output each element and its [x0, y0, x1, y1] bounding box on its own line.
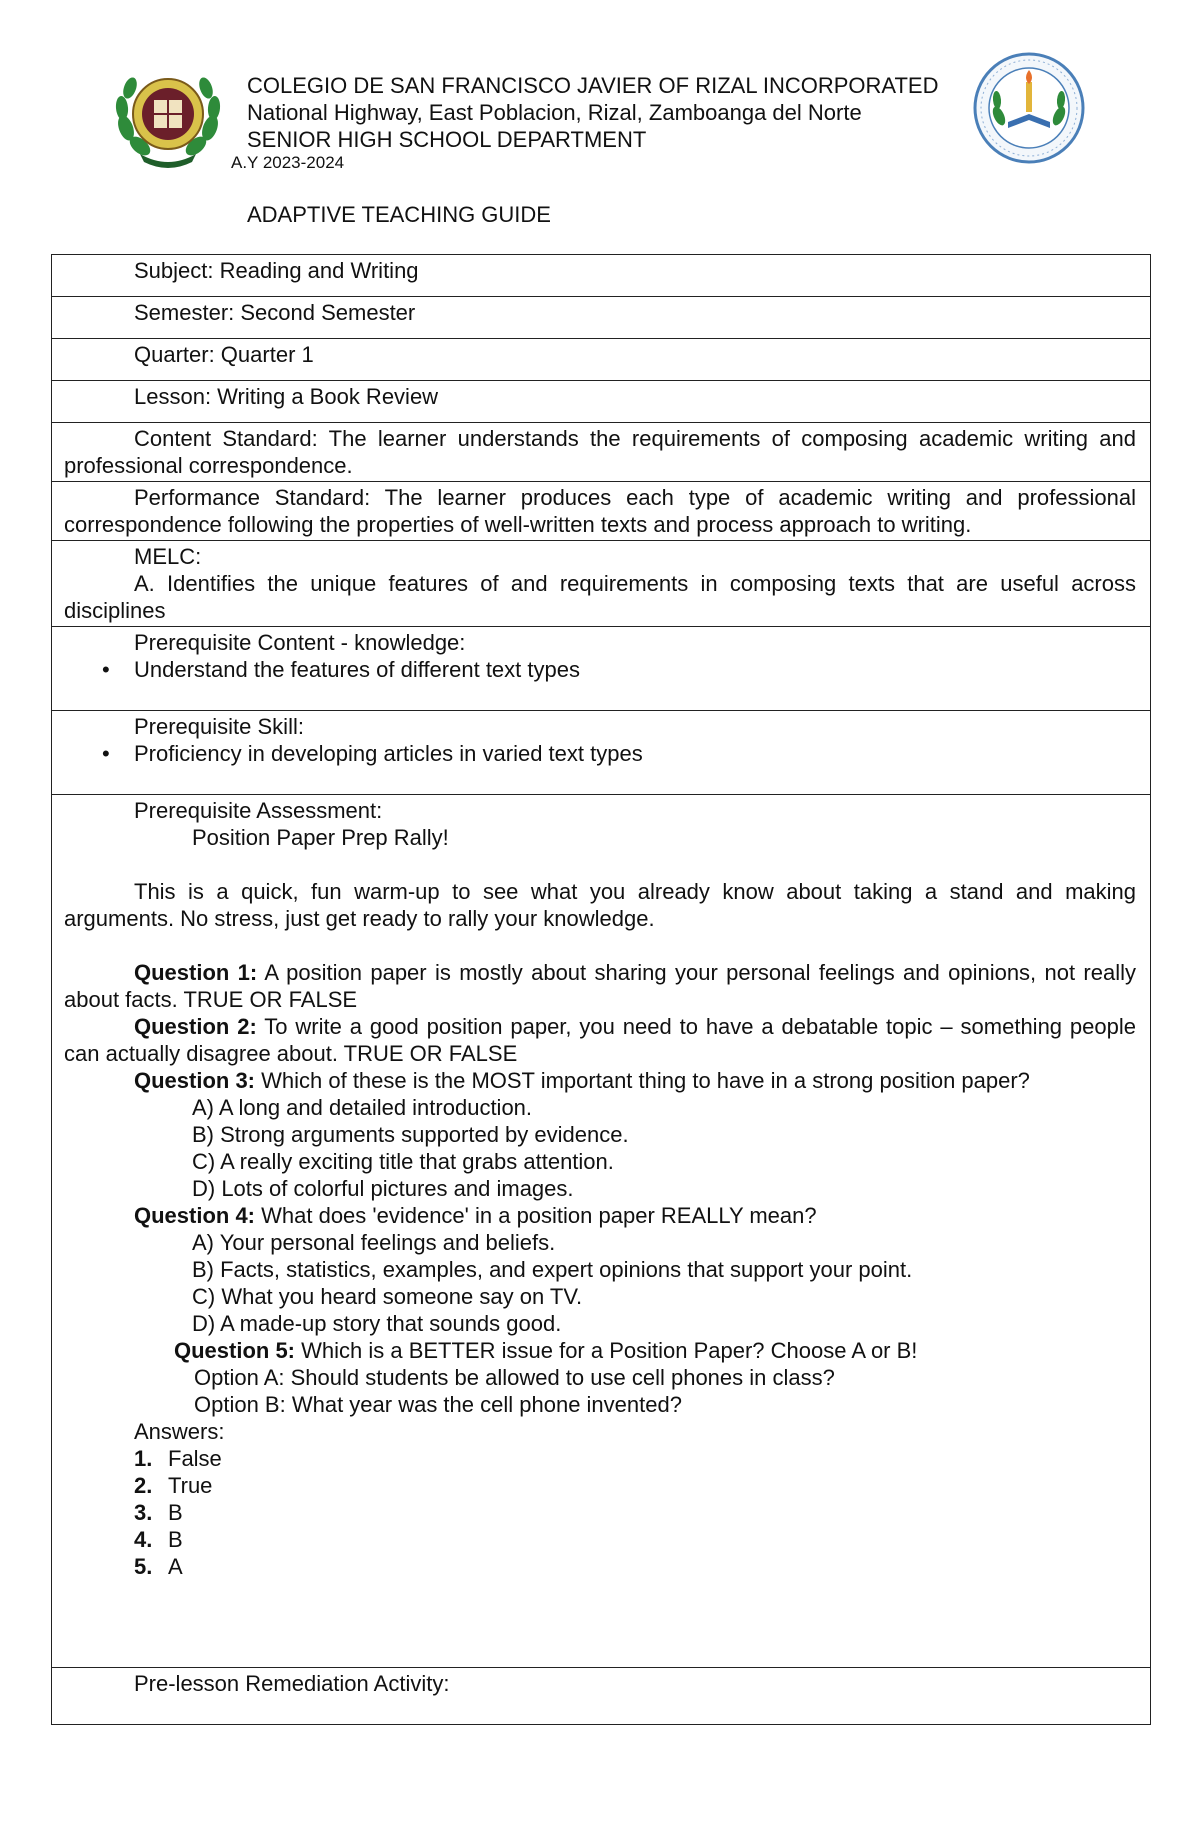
answer-value: B [168, 1500, 183, 1525]
prereq-assessment-row [52, 795, 1151, 1668]
academic-year: A.Y 2023-2024 [231, 153, 345, 172]
answer-value: A [168, 1554, 183, 1579]
answer-item [64, 1472, 1136, 1499]
question-5-text: Which is a BETTER issue for a Position Paper? Choose A or B! [295, 1338, 918, 1363]
melc-label: MELC: [134, 544, 202, 569]
question-4-label: Question 4: [134, 1203, 256, 1228]
question-4-option-b: B) Facts, statistics, examples, and expert opinions that support your point. [192, 1257, 913, 1282]
remediation-label: Pre-lesson Remediation Activity: [134, 1671, 450, 1696]
melc-row [52, 541, 1151, 627]
question-5-option-b: Option B: What year was the cell phone invented? [194, 1392, 682, 1417]
melc-text: A. Identifies the unique features of and requirements in composing texts that are useful across disciplines [64, 571, 1136, 623]
assessment-title: Position Paper Prep Rally! [192, 825, 449, 850]
question-3-option-a: A) A long and detailed introduction. [192, 1095, 533, 1120]
content-standard-row [52, 423, 1151, 482]
remediation-row [52, 1668, 1151, 1725]
quarter-text: Quarter: Quarter 1 [134, 342, 314, 367]
question-4-text: What does 'evidence' in a position paper REALLY mean? [255, 1203, 817, 1228]
subject-text: Subject: Reading and Writing [134, 258, 419, 283]
prereq-skill-item: Proficiency in developing articles in varied text types [134, 741, 643, 766]
list-item [64, 740, 1136, 767]
teaching-guide-table [51, 254, 1151, 1725]
shs-department-logo [972, 52, 1086, 164]
question-1-text: A position paper is mostly about sharing your personal feelings and opinions, not really about facts. TRUE OR FALSE [64, 960, 1137, 1012]
answer-number: 5. [134, 1554, 153, 1579]
answer-number: 4. [134, 1527, 153, 1552]
bullet-icon: • [102, 741, 110, 766]
question-2-label: Question 2: [134, 1014, 257, 1039]
assessment-intro: This is a quick, fun warm-up to see what you already know about taking a stand and making arguments. No stress, just get ready to rally your knowledge. [64, 879, 1136, 931]
question-5-label: Question 5: [174, 1338, 296, 1363]
answer-item [64, 1553, 1136, 1580]
question-4-option-d: D) A made-up story that sounds good. [192, 1311, 562, 1336]
quarter-row [52, 339, 1151, 381]
question-5-option-a: Option A: Should students be allowed to use cell phones in class? [194, 1365, 835, 1390]
question-4-option-c: C) What you heard someone say on TV. [192, 1284, 583, 1309]
question-1 [64, 959, 1136, 1013]
lesson-text: Lesson: Writing a Book Review [134, 384, 439, 409]
subject-row [52, 255, 1151, 297]
question-1-label: Question 1: [134, 960, 258, 985]
document-title: ADAPTIVE TEACHING GUIDE [247, 202, 551, 227]
answer-item [64, 1445, 1136, 1472]
performance-standard-text: Performance Standard: The learner produces each type of academic writing and professional correspondence following the properties of well-written texts and process approach to writing. [64, 485, 1136, 537]
answer-number: 2. [134, 1473, 153, 1498]
question-3-option-b: B) Strong arguments supported by evidence. [192, 1122, 629, 1147]
list-item [64, 656, 1136, 683]
prereq-skill-label: Prerequisite Skill: [134, 714, 304, 739]
question-3 [64, 1067, 1136, 1094]
question-4 [64, 1202, 1136, 1229]
answer-value: False [168, 1446, 222, 1471]
answer-item [64, 1499, 1136, 1526]
answer-value: True [168, 1473, 213, 1498]
semester-row [52, 297, 1151, 339]
performance-standard-row [52, 482, 1151, 541]
prereq-content-row [52, 627, 1151, 711]
lesson-row [52, 381, 1151, 423]
answer-number: 1. [134, 1446, 153, 1471]
answer-number: 3. [134, 1500, 153, 1525]
question-3-option-c: C) A really exciting title that grabs attention. [192, 1149, 614, 1174]
assessment-label: Prerequisite Assessment: [134, 798, 383, 823]
content-standard-text: Content Standard: The learner understands the requirements of composing academic writing and professional correspondence. [64, 426, 1136, 478]
answer-item [64, 1526, 1136, 1553]
question-5 [64, 1337, 1136, 1364]
school-name: COLEGIO DE SAN FRANCISCO JAVIER OF RIZAL INCORPORATED [247, 73, 939, 98]
question-4-option-a: A) Your personal feelings and beliefs. [192, 1230, 556, 1255]
answer-value: B [168, 1527, 183, 1552]
prereq-content-label: Prerequisite Content - knowledge: [134, 630, 466, 655]
school-seal-logo [110, 66, 226, 170]
semester-text: Semester: Second Semester [134, 300, 416, 325]
bullet-icon: • [102, 657, 110, 682]
question-2 [64, 1013, 1136, 1067]
prereq-skill-row [52, 711, 1151, 795]
question-3-option-d: D) Lots of colorful pictures and images. [192, 1176, 574, 1201]
answers-label: Answers: [134, 1419, 225, 1444]
question-2-text: To write a good position paper, you need to have a debatable topic – something people can actually disagree about. TRUE OR FALSE [64, 1014, 1136, 1066]
prereq-content-item: Understand the features of different text types [134, 657, 580, 682]
school-address: National Highway, East Poblacion, Rizal, Zamboanga del Norte [247, 100, 862, 125]
department-name: SENIOR HIGH SCHOOL DEPARTMENT [247, 127, 647, 152]
question-3-text: Which of these is the MOST important thing to have in a strong position paper? [255, 1068, 1030, 1093]
question-3-label: Question 3: [134, 1068, 256, 1093]
